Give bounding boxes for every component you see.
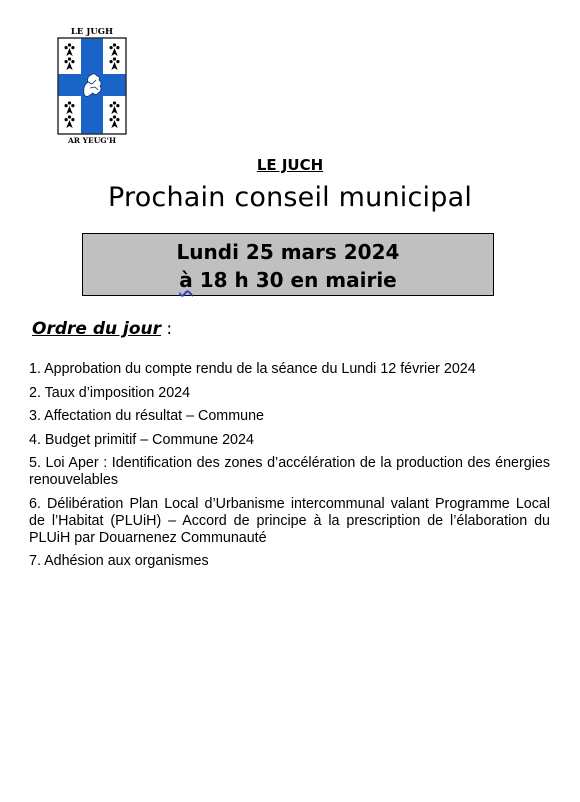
coat-of-arms-logo xyxy=(52,22,132,146)
meeting-time-text: 18 h 30 en mairie xyxy=(192,268,397,292)
meeting-time-location xyxy=(83,266,493,294)
agenda-item: 3. Affectation du résultat – Commune xyxy=(29,408,264,424)
logo-bottom-text: AR YEUG'H xyxy=(67,136,117,145)
agenda-heading-colon: : xyxy=(161,319,173,339)
meeting-time-prefix: à xyxy=(179,268,193,292)
agenda-list xyxy=(29,361,550,577)
agenda-heading-label: Ordre du jour xyxy=(32,319,162,339)
organization-name: LE JUCH xyxy=(256,156,324,174)
agenda-item: 5. Loi Aper : Identification des zones d’accélération de la production des énergies renouvelables xyxy=(29,455,550,488)
meeting-date: Lundi 25 mars 2024 xyxy=(176,240,400,264)
agenda-item: 7. Adhésion aux organismes xyxy=(29,553,209,569)
page-title: Prochain conseil municipal xyxy=(107,182,473,213)
meeting-date-box xyxy=(82,233,494,296)
logo-top-text: LE JUGH xyxy=(70,27,114,37)
agenda-item: 6. Délibération Plan Local d’Urbanisme intercommunal valant Programme Local de l’Habitat (PLUiH) – Accord de principe à la prescription de l’élaboration du PLUiH par Douarnenez Communauté xyxy=(29,495,550,546)
agenda-item: 1. Approbation du compte rendu de la séance du Lundi 12 février 2024 xyxy=(29,361,476,377)
agenda-item: 2. Taux d’imposition 2024 xyxy=(29,384,191,401)
agenda-item: 4. Budget primitif – Commune 2024 xyxy=(29,431,254,448)
agenda-heading xyxy=(32,319,172,339)
